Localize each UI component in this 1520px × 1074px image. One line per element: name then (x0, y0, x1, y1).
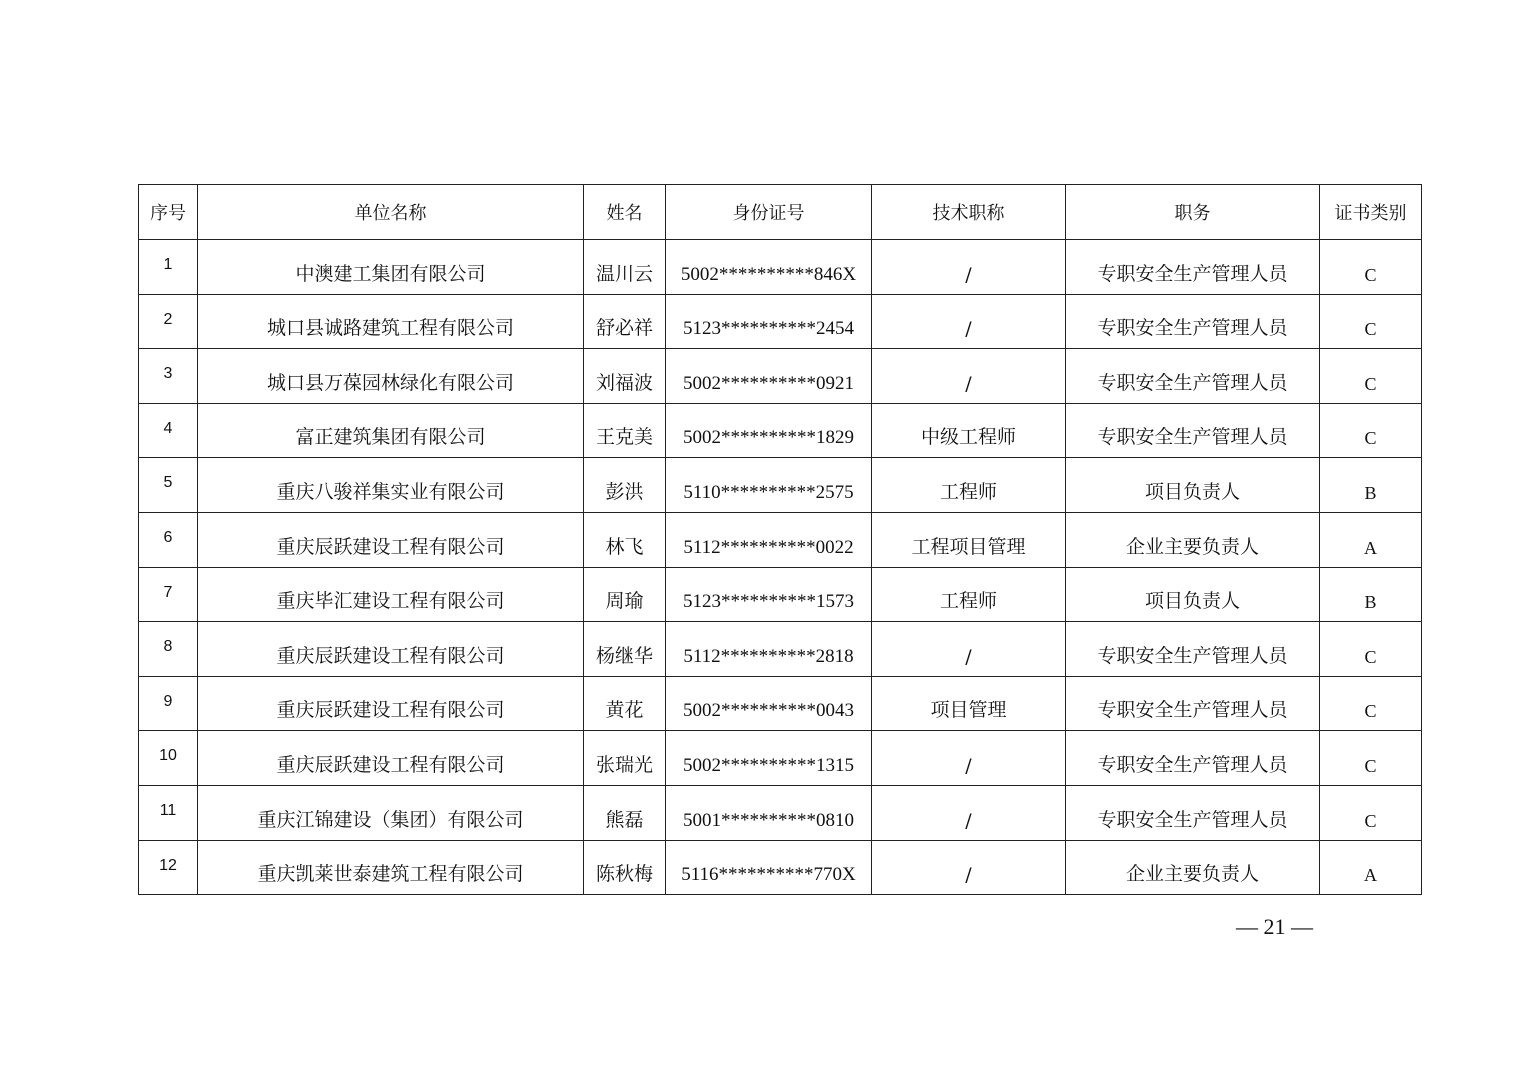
cell-id-number: 5116**********770X (666, 840, 872, 895)
cell-company: 重庆凯莱世泰建筑工程有限公司 (198, 840, 584, 895)
cell-name: 刘福波 (584, 349, 666, 404)
cell-name: 周瑜 (584, 567, 666, 622)
cell-position: 专职安全生产管理人员 (1066, 731, 1320, 786)
personnel-table (138, 184, 1422, 895)
cell-seq: 12 (139, 840, 198, 895)
cell-seq: 10 (139, 731, 198, 786)
cell-certificate-category: C (1320, 294, 1422, 349)
header-certificate-category: 证书类别 (1320, 185, 1422, 240)
cell-technical-title: 项目管理 (872, 676, 1066, 731)
cell-seq: 3 (139, 349, 198, 404)
cell-company: 重庆毕汇建设工程有限公司 (198, 567, 584, 622)
cell-certificate-category: C (1320, 349, 1422, 404)
header-technical-title: 技术职称 (872, 185, 1066, 240)
table-row (139, 840, 1422, 895)
cell-seq: 2 (139, 294, 198, 349)
cell-name: 陈秋梅 (584, 840, 666, 895)
cell-company: 重庆辰跃建设工程有限公司 (198, 512, 584, 567)
cell-technical-title: 工程师 (872, 458, 1066, 513)
cell-certificate-category: B (1320, 567, 1422, 622)
cell-certificate-category: B (1320, 458, 1422, 513)
cell-name: 彭洪 (584, 458, 666, 513)
cell-name: 杨继华 (584, 622, 666, 677)
cell-id-number: 5123**********2454 (666, 294, 872, 349)
cell-name: 张瑞光 (584, 731, 666, 786)
cell-company: 重庆江锦建设（集团）有限公司 (198, 785, 584, 840)
cell-id-number: 5002**********0043 (666, 676, 872, 731)
table-row (139, 731, 1422, 786)
cell-position: 专职安全生产管理人员 (1066, 676, 1320, 731)
cell-position: 专职安全生产管理人员 (1066, 240, 1320, 295)
cell-position: 专职安全生产管理人员 (1066, 349, 1320, 404)
header-name: 姓名 (584, 185, 666, 240)
cell-id-number: 5001**********0810 (666, 785, 872, 840)
cell-position: 企业主要负责人 (1066, 512, 1320, 567)
cell-seq: 1 (139, 240, 198, 295)
cell-certificate-category: C (1320, 785, 1422, 840)
cell-certificate-category: C (1320, 622, 1422, 677)
cell-seq: 11 (139, 785, 198, 840)
table-header (139, 185, 1422, 240)
cell-company: 城口县万葆园林绿化有限公司 (198, 349, 584, 404)
table-row (139, 676, 1422, 731)
cell-position: 专职安全生产管理人员 (1066, 403, 1320, 458)
table-row (139, 349, 1422, 404)
cell-certificate-category: A (1320, 840, 1422, 895)
cell-position: 企业主要负责人 (1066, 840, 1320, 895)
cell-technical-title: / (872, 622, 1066, 677)
cell-technical-title: / (872, 840, 1066, 895)
personnel-table-container (138, 184, 1421, 895)
header-position: 职务 (1066, 185, 1320, 240)
cell-id-number: 5002**********0921 (666, 349, 872, 404)
table-row (139, 567, 1422, 622)
cell-seq: 4 (139, 403, 198, 458)
cell-name: 王克美 (584, 403, 666, 458)
cell-technical-title: 工程项目管理 (872, 512, 1066, 567)
cell-certificate-category: C (1320, 403, 1422, 458)
cell-certificate-category: A (1320, 512, 1422, 567)
cell-certificate-category: C (1320, 731, 1422, 786)
cell-technical-title: / (872, 294, 1066, 349)
page-number: — 21 — (1236, 914, 1313, 939)
cell-certificate-category: C (1320, 676, 1422, 731)
cell-company: 富正建筑集团有限公司 (198, 403, 584, 458)
cell-technical-title: 工程师 (872, 567, 1066, 622)
cell-name: 黄花 (584, 676, 666, 731)
cell-company: 中澳建工集团有限公司 (198, 240, 584, 295)
cell-seq: 7 (139, 567, 198, 622)
cell-seq: 9 (139, 676, 198, 731)
cell-technical-title: 中级工程师 (872, 403, 1066, 458)
cell-id-number: 5002**********1829 (666, 403, 872, 458)
table-row (139, 785, 1422, 840)
cell-name: 熊磊 (584, 785, 666, 840)
table-row (139, 403, 1422, 458)
cell-seq: 6 (139, 512, 198, 567)
table-row (139, 240, 1422, 295)
cell-position: 专职安全生产管理人员 (1066, 622, 1320, 677)
cell-position: 项目负责人 (1066, 567, 1320, 622)
cell-id-number: 5002**********846X (666, 240, 872, 295)
cell-name: 温川云 (584, 240, 666, 295)
table-row (139, 458, 1422, 513)
cell-id-number: 5110**********2575 (666, 458, 872, 513)
cell-company: 重庆八骏祥集实业有限公司 (198, 458, 584, 513)
cell-id-number: 5112**********0022 (666, 512, 872, 567)
cell-seq: 5 (139, 458, 198, 513)
cell-position: 专职安全生产管理人员 (1066, 785, 1320, 840)
table-row (139, 622, 1422, 677)
cell-company: 重庆辰跃建设工程有限公司 (198, 622, 584, 677)
cell-certificate-category: C (1320, 240, 1422, 295)
cell-company: 重庆辰跃建设工程有限公司 (198, 731, 584, 786)
cell-name: 舒必祥 (584, 294, 666, 349)
table-row (139, 294, 1422, 349)
cell-position: 项目负责人 (1066, 458, 1320, 513)
cell-technical-title: / (872, 349, 1066, 404)
cell-position: 专职安全生产管理人员 (1066, 294, 1320, 349)
cell-id-number: 5123**********1573 (666, 567, 872, 622)
cell-seq: 8 (139, 622, 198, 677)
cell-technical-title: / (872, 785, 1066, 840)
header-seq: 序号 (139, 185, 198, 240)
cell-id-number: 5002**********1315 (666, 731, 872, 786)
cell-technical-title: / (872, 240, 1066, 295)
header-id-number: 身份证号 (666, 185, 872, 240)
header-row (139, 185, 1422, 240)
cell-company: 重庆辰跃建设工程有限公司 (198, 676, 584, 731)
cell-name: 林飞 (584, 512, 666, 567)
header-company: 单位名称 (198, 185, 584, 240)
table-row (139, 512, 1422, 567)
cell-technical-title: / (872, 731, 1066, 786)
cell-company: 城口县诚路建筑工程有限公司 (198, 294, 584, 349)
cell-id-number: 5112**********2818 (666, 622, 872, 677)
table-body (139, 240, 1422, 895)
